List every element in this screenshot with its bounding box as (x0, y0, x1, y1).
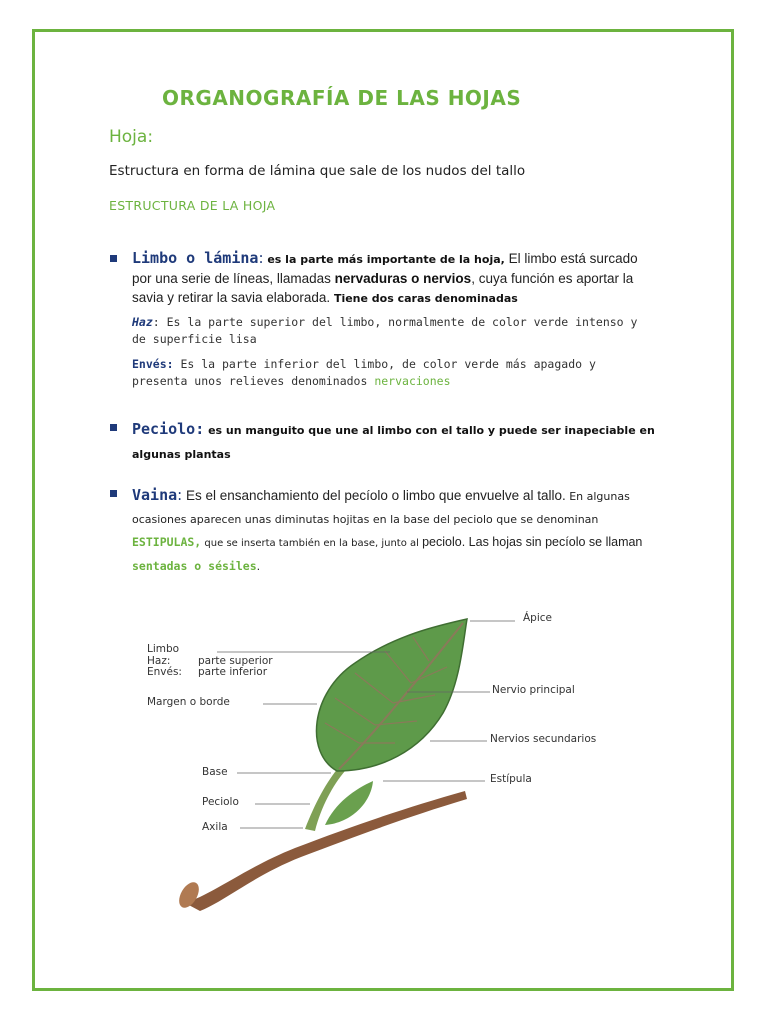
enves-label: Envés: (132, 357, 174, 371)
label-nervios-secundarios: Nervios secundarios (490, 733, 597, 745)
vaina-text-3: que se inserta también en la base, junto al (201, 538, 423, 549)
vaina-text-5: Las hojas sin pecíolo se llaman (465, 535, 643, 549)
peciolo-term: Peciolo: (132, 420, 205, 438)
label-base: Base (202, 766, 228, 778)
bullet-icon (110, 255, 117, 262)
section-subheading: ESTRUCTURA DE LA HOJA (109, 198, 276, 213)
limbo-item (132, 249, 657, 308)
vaina-item (132, 484, 657, 577)
limbo-text-2: , cuya función es aportar la savia y retirar la savia elaborada. (132, 271, 634, 305)
limbo-term: Limbo o lámina: (132, 249, 264, 267)
vaina-estipulas: ESTIPULAS, (132, 535, 202, 549)
label-apice: Ápice (523, 612, 552, 624)
haz-label: Haz (132, 315, 153, 329)
haz-text: : Es la parte superior del limbo, normalmente de color verde intenso y de superficie lisa (132, 315, 638, 346)
limbo-caras: Tiene dos caras denominadas (330, 292, 518, 305)
label-peciolo: Peciolo (202, 796, 239, 808)
label-enves: Envés: (147, 666, 182, 678)
peciolo-text: es un manguito que une al limbo con el tallo y puede ser inapeciable en algunas plantas (132, 424, 655, 461)
bullet-icon (110, 490, 117, 497)
vaina-sesiles: sentadas o sésiles (132, 559, 257, 573)
label-haz-desc: parte superior (198, 655, 273, 667)
label-margen: Margen o borde (147, 696, 230, 708)
enves-nervaciones: nervaciones (374, 374, 451, 388)
page-title: ORGANOGRAFÍA DE LAS HOJAS (162, 86, 522, 110)
vaina-term: Vaina: (132, 486, 183, 504)
label-axila: Axila (202, 821, 228, 833)
vaina-text-2: En algunas ocasiones aparecen unas diminutas hojitas en la base del peciolo que se denominan (132, 490, 630, 526)
bullet-icon (110, 424, 117, 431)
label-enves-desc: parte inferior (198, 666, 268, 678)
label-nervio-principal: Nervio principal (492, 684, 575, 696)
enves-paragraph (132, 356, 657, 390)
haz-paragraph (132, 314, 657, 348)
leaf-diagram (145, 603, 625, 911)
limbo-intro: es la parte más importante de la hoja, (263, 253, 505, 266)
label-limbo: Limbo (147, 643, 180, 655)
limbo-text-1: El limbo está surcado por una serie de líneas, llamadas (132, 251, 638, 286)
leaf-blade (316, 619, 467, 771)
limbo-nervaduras: nervaduras o nervios (334, 271, 472, 286)
vaina-text-4: peciolo. (422, 535, 466, 549)
peciolo-item (132, 418, 657, 466)
label-haz: Haz: (147, 655, 171, 667)
leaf-illustration (145, 603, 625, 911)
hoja-heading: Hoja: (109, 127, 154, 147)
label-estipula: Estípula (490, 773, 532, 785)
branch (185, 791, 467, 911)
enves-text: Es la parte inferior del limbo, de color verde más apagado y presenta unos relieves denominados (132, 357, 596, 388)
definition-text: Estructura en forma de lámina que sale de los nudos del tallo (109, 163, 526, 179)
vaina-text-6: . (256, 560, 261, 573)
vaina-text-1: Es el ensanchamiento del pecíolo o limbo que envuelve al tallo. (182, 488, 566, 503)
